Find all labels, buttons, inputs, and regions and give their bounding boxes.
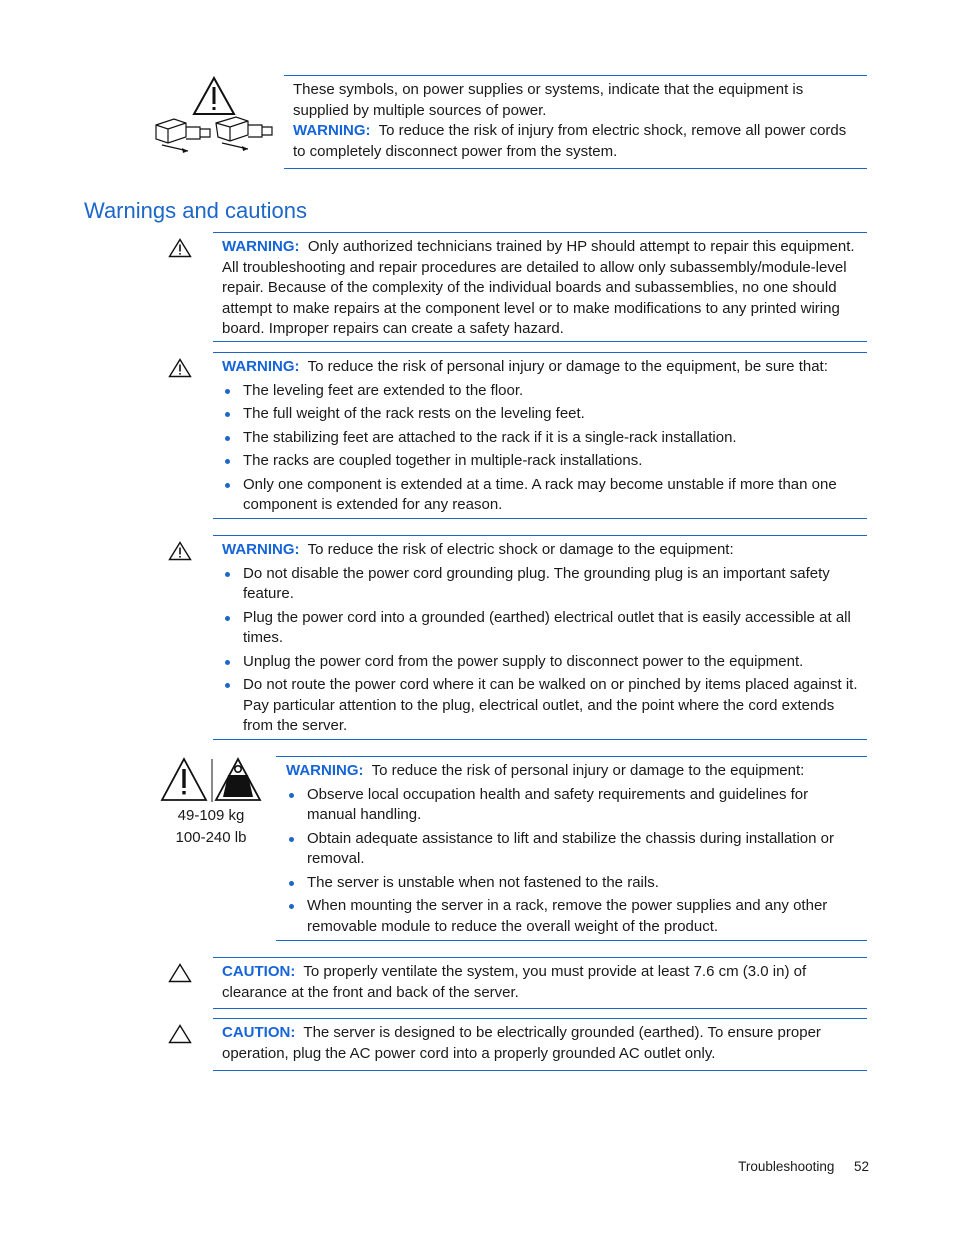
- intro-warning-text: To reduce the risk of injury from electric shock, remove all power cords to completely disconnect power from the system.: [293, 122, 847, 160]
- caution-ventilation: [213, 957, 867, 1009]
- warning-label: WARNING:: [286, 762, 364, 779]
- warning-text: Only authorized technicians trained by HP should attempt to repair this equipment. All troubleshooting and repair procedures are detailed to allow only subassembly/module-level repair. Because of the complexity of the individual boards and subassemblies, no one should attempt to make repairs at the component level or to make modifications to any printed wiring board. Improper repairs can create a safety hazard.: [222, 238, 855, 337]
- weight-lb: 100-240 lb: [175, 829, 247, 846]
- power-supply-icon: [152, 115, 278, 155]
- list-item: Observe local occupation health and safety requirements and guidelines for manual handling.: [286, 785, 859, 826]
- intro-text: These symbols, on power supplies or systems, indicate that the equipment is supplied by multiple sources of power.: [293, 81, 804, 119]
- list-item: When mounting the server in a rack, remove the power supplies and any other removable module to reduce the overall weight of the product.: [286, 896, 859, 937]
- caution-text: To properly ventilate the system, you must provide at least 7.6 cm (3.0 in) of clearance at the front and back of the server.: [222, 963, 807, 1001]
- weight-kg: 49-109 kg: [177, 807, 245, 824]
- warning-list: [222, 564, 859, 737]
- caution-label: CAUTION:: [222, 963, 296, 980]
- list-item: The full weight of the rack rests on the leveling feet.: [222, 404, 859, 425]
- warning-text: To reduce the risk of personal injury or damage to the equipment, be sure that:: [307, 358, 828, 375]
- warning-triangle-icon: [168, 238, 192, 258]
- warning-triangle-icon: [168, 358, 192, 378]
- list-item: The server is unstable when not fastened to the rails.: [286, 873, 859, 894]
- list-item: The leveling feet are extended to the floor.: [222, 381, 859, 402]
- caution-label: CAUTION:: [222, 1024, 296, 1041]
- warning-label: WARNING:: [293, 122, 371, 139]
- list-item: Obtain adequate assistance to lift and stabilize the chassis during installation or removal.: [286, 829, 859, 870]
- weight-range: [160, 805, 262, 849]
- list-item: The racks are coupled together in multiple-rack installations.: [222, 451, 859, 472]
- page-number: 52: [853, 1159, 869, 1174]
- list-item: Do not disable the power cord grounding plug. The grounding plug is an important safety feature.: [222, 564, 859, 605]
- section-title: Warnings and cautions: [84, 198, 307, 223]
- warning-repair: [213, 232, 867, 342]
- warning-label: WARNING:: [222, 541, 300, 558]
- caution-text: The server is designed to be electrically grounded (earthed). To ensure proper operation, plug the AC power cord into a properly grounded AC outlet only.: [222, 1024, 821, 1062]
- warning-label: WARNING:: [222, 238, 300, 255]
- warning-label: WARNING:: [222, 358, 300, 375]
- warning-heavy: [276, 756, 867, 941]
- caution-triangle-icon: [168, 1024, 192, 1044]
- warning-power-cord: [213, 535, 867, 740]
- footer-section: Troubleshooting: [738, 1159, 835, 1174]
- list-item: Only one component is extended at a time. A rack may become unstable if more than one component is extended for any reason.: [222, 475, 859, 516]
- caution-triangle-icon: [168, 963, 192, 983]
- list-item: The stabilizing feet are attached to the rack if it is a single-rack installation.: [222, 428, 859, 449]
- heavy-weight-icon: [160, 757, 264, 803]
- warning-list: [286, 785, 859, 938]
- intro-note: [284, 75, 867, 169]
- caution-grounding: [213, 1018, 867, 1071]
- warning-list: [222, 381, 859, 516]
- list-item: Plug the power cord into a grounded (earthed) electrical outlet that is easily accessible at all times.: [222, 608, 859, 649]
- warning-triangle-icon: [168, 541, 192, 561]
- page-footer: [738, 1159, 869, 1174]
- warning-text: To reduce the risk of personal injury or damage to the equipment:: [371, 762, 805, 779]
- list-item: Do not route the power cord where it can be walked on or pinched by items placed against it. Pay particular attention to the plug, electrical outlet, and the point where the cord extends from the server.: [222, 675, 859, 737]
- warning-rack: [213, 352, 867, 519]
- list-item: Unplug the power cord from the power supply to disconnect power to the equipment.: [222, 652, 859, 673]
- warning-text: To reduce the risk of electric shock or damage to the equipment:: [307, 541, 734, 558]
